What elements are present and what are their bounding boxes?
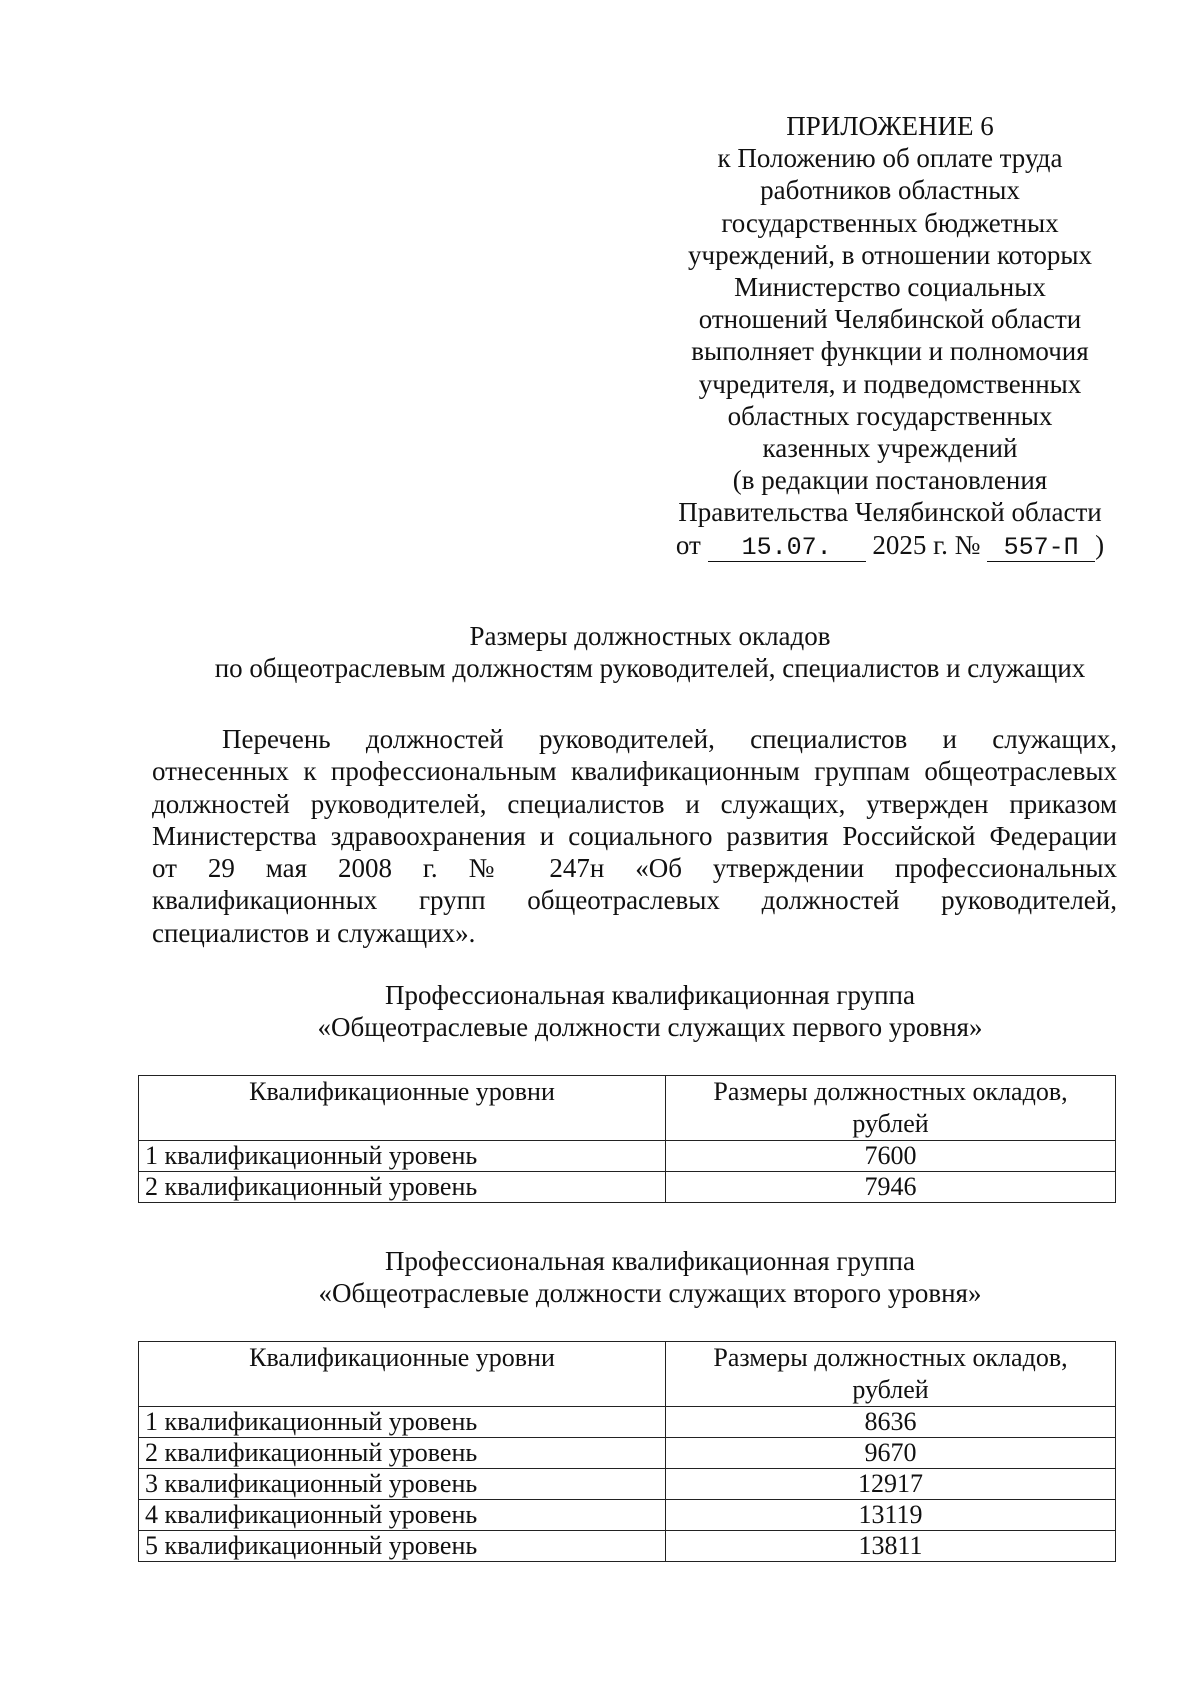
appendix-line: Правительства Челябинской области: [678, 497, 1102, 528]
salary-cell: 13119: [666, 1500, 1116, 1531]
salary-cell: 12917: [666, 1469, 1116, 1500]
table-row: [139, 1407, 1116, 1438]
appendix-line: государственных бюджетных: [721, 207, 1059, 238]
appendix-line: работников областных: [760, 175, 1020, 206]
appendix-line: отношений Челябинской области: [698, 304, 1082, 335]
column-header-salary: Размеры должностных окладов, рублей: [666, 1342, 1116, 1407]
appendix-line: выполняет функции и полномочия: [691, 336, 1089, 367]
level-cell: 4 квалификационный уровень: [139, 1500, 666, 1531]
year-text: 2025 г. №: [872, 529, 981, 560]
level-cell: 3 квалификационный уровень: [139, 1469, 666, 1500]
appendix-line: к Положению об оплате труда: [717, 143, 1063, 174]
main-title-line2: по общеотраслевым должностям руководителей, специалистов и служащих: [214, 653, 1086, 683]
paragraph-line: должностей руководителей, специалистов и служащих, утвержден приказом: [152, 788, 1117, 819]
appendix-title: ПРИЛОЖЕНИЕ 6: [786, 111, 994, 141]
column-header-levels: Квалификационные уровни: [139, 1076, 666, 1141]
paragraph-line: отнесенных к профессиональным квалификационным группам общеотраслевых: [152, 756, 1117, 787]
group1-table: [138, 1075, 1116, 1203]
paragraph-line: от 29 мая 2008 г. № 247н «Об утверждении профессиональных: [152, 853, 1117, 884]
appendix-line: Министерство социальных: [734, 272, 1046, 303]
intro-paragraph: [152, 723, 1117, 949]
salary-cell: 9670: [666, 1438, 1116, 1469]
table-header-row: [139, 1342, 1116, 1407]
resolution-date: 15.07.: [708, 535, 866, 562]
level-cell: 5 квалификационный уровень: [139, 1531, 666, 1562]
resolution-number: 557-П: [987, 535, 1095, 562]
table-row: [139, 1438, 1116, 1469]
table-header-row: [139, 1076, 1116, 1141]
group2-heading-line2: «Общеотраслевые должности служащих второго уровня»: [318, 1278, 982, 1308]
level-cell: 2 квалификационный уровень: [139, 1438, 666, 1469]
salary-cell: 7600: [666, 1141, 1116, 1172]
appendix-line: (в редакции постановления: [732, 465, 1048, 496]
table-row: [139, 1469, 1116, 1500]
group2-heading: [200, 1245, 1100, 1309]
table-row: [139, 1172, 1116, 1203]
main-title-line1: Размеры должностных окладов: [469, 621, 831, 651]
table-row: [139, 1141, 1116, 1172]
paragraph-line: Министерства здравоохранения и социального развития Российской Федерации: [152, 820, 1117, 851]
appendix-line: областных государственных: [727, 400, 1053, 431]
group1-heading-line2: «Общеотраслевые должности служащих первого уровня»: [317, 1012, 983, 1042]
group1-heading: [200, 979, 1100, 1043]
paragraph-line: квалификационных групп общеотраслевых должностей руководителей,: [152, 885, 1117, 916]
date-prefix: от: [675, 529, 701, 560]
appendix-line: учреждений, в отношении которых: [687, 239, 1093, 270]
level-cell: 2 квалификационный уровень: [139, 1172, 666, 1203]
salary-cell: 7946: [666, 1172, 1116, 1203]
main-title: [150, 620, 1150, 684]
table-row: [139, 1500, 1116, 1531]
closing-paren: ): [1095, 529, 1105, 560]
level-cell: 1 квалификационный уровень: [139, 1141, 666, 1172]
group2-table: [138, 1341, 1116, 1562]
group1-heading-line1: Профессиональная квалификационная группа: [385, 980, 915, 1010]
resolution-date-line: [660, 529, 1120, 562]
appendix-block: [660, 110, 1120, 562]
column-header-salary: Размеры должностных окладов, рублей: [666, 1076, 1116, 1141]
salary-cell: 13811: [666, 1531, 1116, 1562]
appendix-line: учредителя, и подведомственных: [698, 368, 1082, 399]
table-row: [139, 1531, 1116, 1562]
column-header-levels: Квалификационные уровни: [139, 1342, 666, 1407]
appendix-line: казенных учреждений: [762, 433, 1018, 464]
paragraph-line: специалистов и служащих».: [152, 917, 476, 948]
group2-heading-line1: Профессиональная квалификационная группа: [385, 1246, 915, 1276]
salary-cell: 8636: [666, 1407, 1116, 1438]
paragraph-line: Перечень должностей руководителей, специалистов и служащих,: [222, 724, 1117, 754]
level-cell: 1 квалификационный уровень: [139, 1407, 666, 1438]
